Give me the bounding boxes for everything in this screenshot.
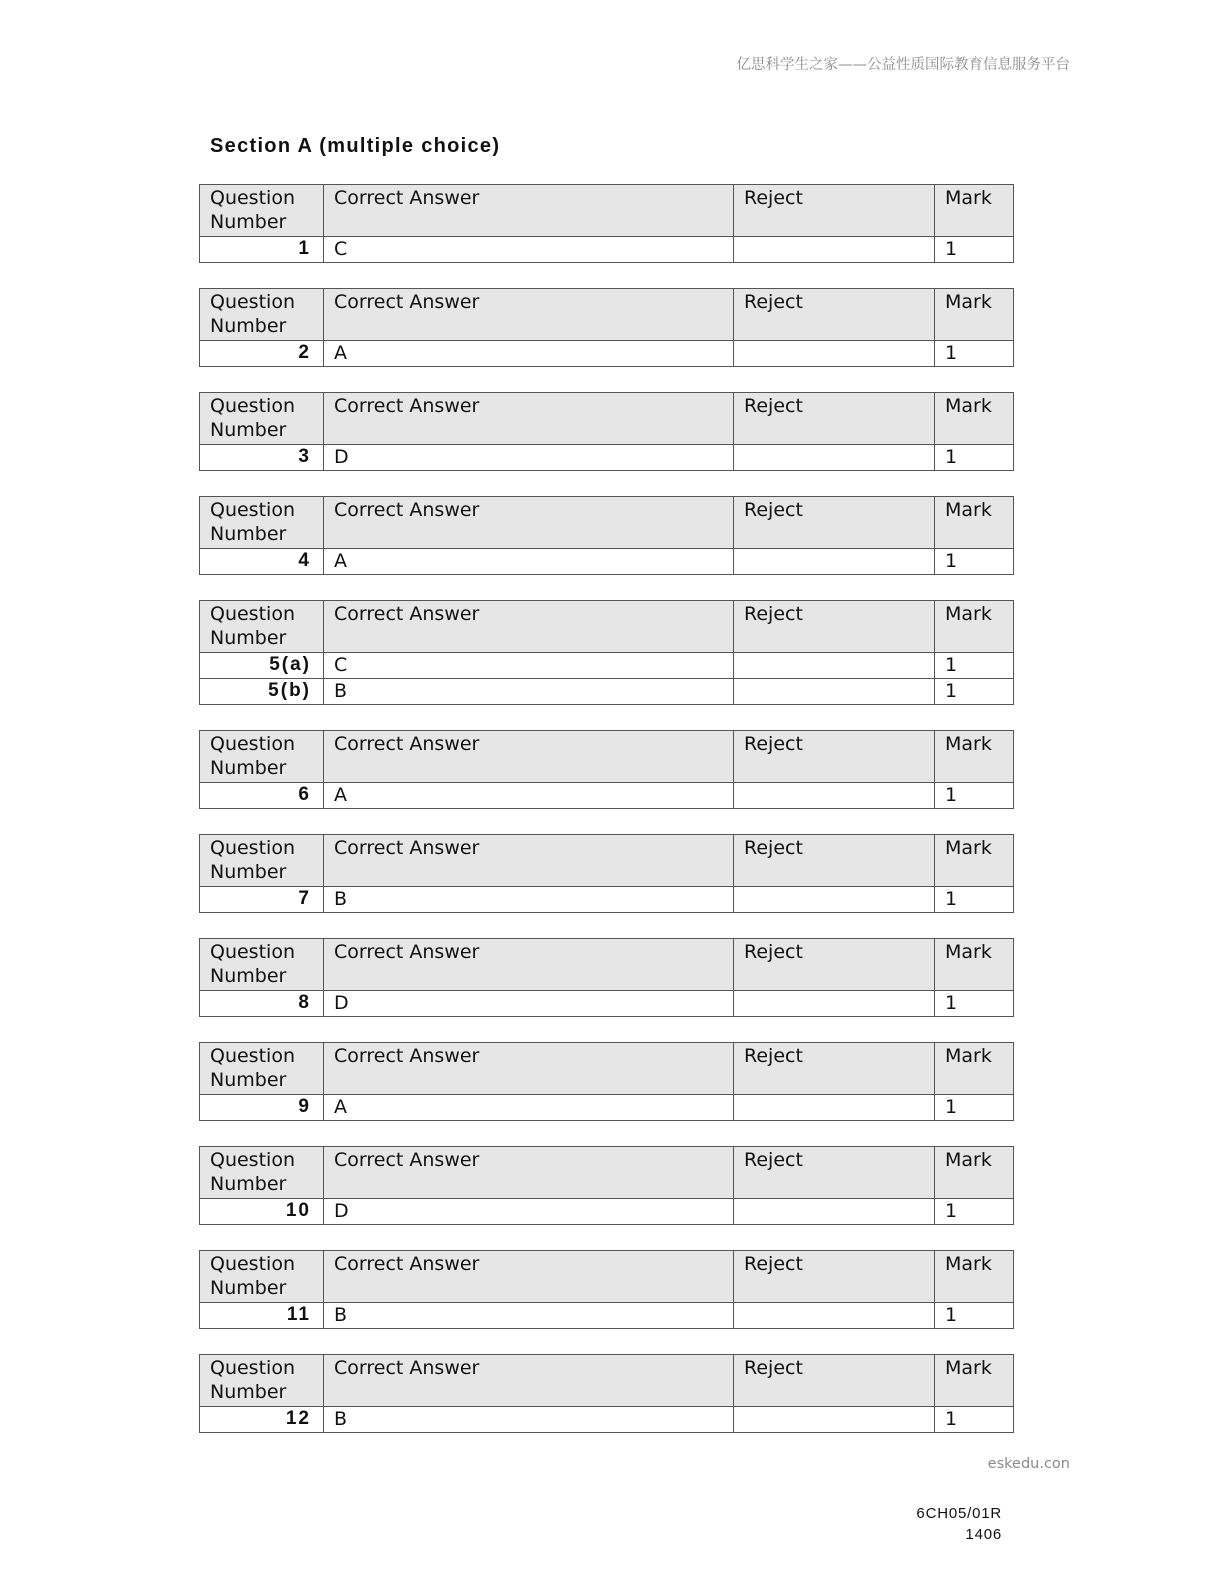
- table-row: [200, 549, 1014, 575]
- mark-table: [199, 834, 1014, 913]
- reject-cell: [734, 1407, 935, 1433]
- mark-cell: 1: [935, 679, 1014, 705]
- mark-cell: 1: [935, 445, 1014, 471]
- mark-cell: 1: [935, 783, 1014, 809]
- header-question-number: Question Number: [200, 601, 324, 653]
- table-header-row: [200, 731, 1014, 783]
- header-mark: Mark: [935, 1251, 1014, 1303]
- correct-answer: D: [324, 1199, 734, 1225]
- table-row: [200, 341, 1014, 367]
- reject-cell: [734, 1095, 935, 1121]
- reject-cell: [734, 991, 935, 1017]
- paper-session: 1406: [965, 1526, 1002, 1543]
- paper-code: 6CH05/01R: [916, 1505, 1002, 1522]
- table-row: [200, 237, 1014, 263]
- header-correct-answer: Correct Answer: [324, 835, 734, 887]
- header-reject: Reject: [734, 497, 935, 549]
- mark-cell: 1: [935, 237, 1014, 263]
- header-correct-answer: Correct Answer: [324, 1251, 734, 1303]
- mark-cell: 1: [935, 1407, 1014, 1433]
- header-reject: Reject: [734, 393, 935, 445]
- header-correct-answer: Correct Answer: [324, 731, 734, 783]
- footer-site-text: eskedu.con: [987, 1456, 1070, 1472]
- header-reject: Reject: [734, 601, 935, 653]
- question-number: 2: [200, 341, 324, 367]
- footer-paper-reference: [860, 1503, 1002, 1545]
- correct-answer: B: [324, 887, 734, 913]
- table-header-row: [200, 939, 1014, 991]
- reject-cell: [734, 1303, 935, 1329]
- header-reject: Reject: [734, 731, 935, 783]
- table-header-row: [200, 497, 1014, 549]
- mark-cell: 1: [935, 991, 1014, 1017]
- correct-answer: D: [324, 991, 734, 1017]
- header-question-number: Question Number: [200, 1355, 324, 1407]
- header-watermark-text: 亿思科学生之家——公益性质国际教育信息服务平台: [736, 57, 1070, 73]
- mark-cell: 1: [935, 1303, 1014, 1329]
- header-correct-answer: Correct Answer: [324, 1355, 734, 1407]
- mark-table: [199, 1250, 1014, 1329]
- header-correct-answer: Correct Answer: [324, 939, 734, 991]
- header-reject: Reject: [734, 289, 935, 341]
- table-header-row: [200, 185, 1014, 237]
- header-correct-answer: Correct Answer: [324, 1043, 734, 1095]
- question-number: 4: [200, 549, 324, 575]
- header-question-number: Question Number: [200, 393, 324, 445]
- reject-cell: [734, 887, 935, 913]
- header-correct-answer: Correct Answer: [324, 1147, 734, 1199]
- reject-cell: [734, 237, 935, 263]
- table-row: [200, 991, 1014, 1017]
- header-question-number: Question Number: [200, 185, 324, 237]
- header-correct-answer: Correct Answer: [324, 601, 734, 653]
- header-correct-answer: Correct Answer: [324, 393, 734, 445]
- table-header-row: [200, 393, 1014, 445]
- mark-table: [199, 730, 1014, 809]
- table-row: [200, 1303, 1014, 1329]
- header-question-number: Question Number: [200, 1251, 324, 1303]
- header-reject: Reject: [734, 185, 935, 237]
- mark-cell: 1: [935, 549, 1014, 575]
- reject-cell: [734, 783, 935, 809]
- question-number: 6: [200, 783, 324, 809]
- header-question-number: Question Number: [200, 731, 324, 783]
- header-mark: Mark: [935, 601, 1014, 653]
- question-number: 3: [200, 445, 324, 471]
- table-header-row: [200, 1355, 1014, 1407]
- header-correct-answer: Correct Answer: [324, 185, 734, 237]
- table-row: [200, 653, 1014, 679]
- question-number: 9: [200, 1095, 324, 1121]
- mark-table: [199, 184, 1014, 263]
- correct-answer: A: [324, 549, 734, 575]
- correct-answer: A: [324, 341, 734, 367]
- correct-answer: D: [324, 445, 734, 471]
- question-number: 12: [200, 1407, 324, 1433]
- table-row: [200, 1095, 1014, 1121]
- mark-table: [199, 600, 1014, 705]
- question-number: 10: [200, 1199, 324, 1225]
- header-question-number: Question Number: [200, 1147, 324, 1199]
- mark-cell: 1: [935, 1199, 1014, 1225]
- table-row: [200, 1407, 1014, 1433]
- question-number: 5(a): [200, 653, 324, 679]
- mark-table: [199, 1354, 1014, 1433]
- header-mark: Mark: [935, 835, 1014, 887]
- mark-cell: 1: [935, 653, 1014, 679]
- header-reject: Reject: [734, 1147, 935, 1199]
- reject-cell: [734, 549, 935, 575]
- correct-answer: B: [324, 679, 734, 705]
- mark-scheme-tables: [199, 184, 1013, 1458]
- table-row: [200, 679, 1014, 705]
- table-row: [200, 887, 1014, 913]
- mark-table: [199, 1042, 1014, 1121]
- header-reject: Reject: [734, 1355, 935, 1407]
- table-header-row: [200, 1043, 1014, 1095]
- question-number: 5(b): [200, 679, 324, 705]
- table-row: [200, 445, 1014, 471]
- header-question-number: Question Number: [200, 835, 324, 887]
- header-question-number: Question Number: [200, 497, 324, 549]
- header-mark: Mark: [935, 939, 1014, 991]
- header-mark: Mark: [935, 1147, 1014, 1199]
- header-mark: Mark: [935, 289, 1014, 341]
- header-question-number: Question Number: [200, 939, 324, 991]
- mark-table: [199, 288, 1014, 367]
- correct-answer: B: [324, 1407, 734, 1433]
- header-reject: Reject: [734, 1043, 935, 1095]
- table-header-row: [200, 289, 1014, 341]
- mark-table: [199, 1146, 1014, 1225]
- correct-answer: B: [324, 1303, 734, 1329]
- question-number: 11: [200, 1303, 324, 1329]
- header-mark: Mark: [935, 185, 1014, 237]
- mark-table: [199, 392, 1014, 471]
- table-header-row: [200, 1147, 1014, 1199]
- header-reject: Reject: [734, 1251, 935, 1303]
- question-number: 7: [200, 887, 324, 913]
- table-header-row: [200, 601, 1014, 653]
- question-number: 8: [200, 991, 324, 1017]
- correct-answer: A: [324, 1095, 734, 1121]
- header-mark: Mark: [935, 393, 1014, 445]
- mark-cell: 1: [935, 887, 1014, 913]
- reject-cell: [734, 653, 935, 679]
- mark-cell: 1: [935, 341, 1014, 367]
- table-row: [200, 783, 1014, 809]
- correct-answer: C: [324, 237, 734, 263]
- table-header-row: [200, 835, 1014, 887]
- question-number: 1: [200, 237, 324, 263]
- reject-cell: [734, 679, 935, 705]
- table-row: [200, 1199, 1014, 1225]
- mark-cell: 1: [935, 1095, 1014, 1121]
- header-question-number: Question Number: [200, 1043, 324, 1095]
- mark-table: [199, 938, 1014, 1017]
- mark-table: [199, 496, 1014, 575]
- header-reject: Reject: [734, 835, 935, 887]
- header-mark: Mark: [935, 731, 1014, 783]
- header-correct-answer: Correct Answer: [324, 289, 734, 341]
- header-question-number: Question Number: [200, 289, 324, 341]
- header-mark: Mark: [935, 1355, 1014, 1407]
- header-mark: Mark: [935, 1043, 1014, 1095]
- reject-cell: [734, 341, 935, 367]
- correct-answer: C: [324, 653, 734, 679]
- correct-answer: A: [324, 783, 734, 809]
- table-header-row: [200, 1251, 1014, 1303]
- reject-cell: [734, 445, 935, 471]
- header-reject: Reject: [734, 939, 935, 991]
- reject-cell: [734, 1199, 935, 1225]
- header-correct-answer: Correct Answer: [324, 497, 734, 549]
- section-title: Section A (multiple choice): [210, 135, 501, 157]
- header-mark: Mark: [935, 497, 1014, 549]
